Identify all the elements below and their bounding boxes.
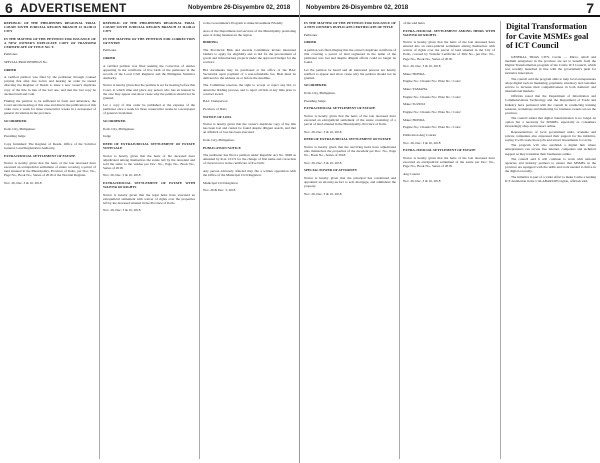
paragraph: PUBLICATION NOTICE bbox=[203, 145, 241, 150]
page-header bbox=[0, 0, 299, 17]
paragraph: EXTRA-JUDICIAL SETTLEMENT OF ESTATE bbox=[403, 148, 476, 153]
paragraph: Engine No.: Chassis No.: Plate No.: Color: bbox=[403, 110, 462, 114]
paragraph: The initiative is part of a wider effort to make Cavite a leading ICT destination in the CALABARZON region, officials said. bbox=[505, 174, 596, 183]
paragraph: The petitioner has filed a petition under Republic Act No. 9048 as amended by R.A. 10172 for the change of first name and correction of clerical error in the certificate of live birth. bbox=[203, 153, 296, 166]
paragraph: A petition was filed alleging that the owner's duplicate certificate of title covering a parcel of land registered in the name of the petitioner was lost and despite diligent efforts could no longer be found. bbox=[304, 47, 396, 65]
page-number: 6 bbox=[5, 0, 13, 16]
page-header bbox=[300, 0, 600, 17]
paragraph: Iloilo City, Philippines. bbox=[103, 126, 135, 131]
paragraph: of the said heirs. bbox=[403, 21, 426, 25]
paragraph: Presiding Judge bbox=[304, 98, 326, 103]
paragraph: SPECIAL POWER OF ATTORNEY bbox=[304, 168, 358, 173]
paragraph: Notice is hereby given that the heirs of the late deceased have executed an extrajudicial settlement of the estate consisting of a parcel of land situated in the Municipality, Province of Iloilo. bbox=[304, 114, 396, 127]
paragraph: NOTICE OF LOSS bbox=[203, 114, 232, 119]
paragraph: Let the petition be heard and all interested persons are hereby notified to appear and show cause why the petition should not be granted. bbox=[304, 67, 396, 80]
paragraph: Officials noted that the Department of Information and Communications Technology and the Department of Trade and Industry have partnered with the council in conducting training sessions, workshops and mentoring for business owners across the province. bbox=[505, 94, 596, 115]
paragraph: Nov. 26, Dec. 3 & 10, 2018 bbox=[304, 160, 342, 165]
column-divider bbox=[399, 21, 400, 459]
paragraph: Engine No.: Chassis No.: Plate No.: Color: bbox=[403, 125, 462, 130]
notice-column-1 bbox=[304, 21, 396, 459]
paragraph: The program will also establish a digital hub where entrepreneurs can access free internet, computers and technical support as they transition their businesses online. bbox=[505, 143, 596, 156]
paragraph: BAC Chairperson bbox=[203, 99, 228, 104]
notice-column-2 bbox=[103, 21, 195, 459]
paragraph: Iloilo City, Philippines. bbox=[304, 91, 336, 96]
paragraph: Notice is hereby given that the petition is set for hearing before this Court, at which time and place any person who has an interest in the case may appear and show cause why the petition should not be granted. bbox=[103, 83, 195, 100]
paragraph: SO ORDERED. bbox=[4, 119, 28, 123]
paragraph: Ang Courier bbox=[403, 171, 421, 176]
paragraph: IN THE MATTER OF THE PETITION FOR ISSUANCE OF A NEW OWNER'S DUPLICATE COPY OF TRANSFER CERTIFICATE OF TITLE NO. T- bbox=[4, 36, 96, 49]
section-title: ADVERTISEMENT bbox=[20, 1, 127, 15]
paragraph: to the Government's Program to make Investment Friendly bbox=[203, 21, 283, 25]
paragraph: Notice is hereby given that the surviving heirs have adjudicated unto themselves the properties of the decedent per Doc. No., Page No., Book No., Series of 2018. bbox=[304, 145, 396, 158]
issue-date: Nobyembre 26-Disyembre 02, 2018 bbox=[188, 4, 291, 11]
paragraph: IN THE MATTER OF THE PETITION FOR ISSUANCE OF A NEW OWNER'S DUPLICATE CERTIFICATE OF TITLE bbox=[304, 21, 396, 30]
paragraph: The council added that digital transformation is no longer an option but a necessity for MSMEs, especially as consumers increasingly shop and transact online. bbox=[505, 116, 596, 129]
paragraph: Make: HONDA bbox=[403, 71, 425, 76]
paragraph: Municipal Civil Registrar bbox=[203, 180, 238, 185]
paragraph: Make: YAMAHA bbox=[403, 87, 428, 92]
paragraph: Area of the Department and services of the Municipality promoting ease of doing business in the region. bbox=[203, 28, 296, 37]
paragraph: Presiding Judge bbox=[4, 134, 26, 139]
paragraph: Publication Ang Courier bbox=[403, 132, 437, 137]
paragraph: Iloilo City, Philippines. bbox=[203, 137, 235, 142]
paragraph: Engine No.: Chassis No.: Plate No.: Color: bbox=[403, 94, 462, 99]
paragraph: Any person adversely affected may file a written opposition with the Office of the Municipal Civil Registrar. bbox=[203, 168, 296, 177]
paragraph: Notice is hereby given that the heirs of the deceased have adjudicated among themselves the estate left by the decedent and sold the same to the vendee per Doc. No., Page No., Book No., Series of 2018. bbox=[103, 153, 195, 170]
paragraph: EXTRAJUDICIAL SETTLEMENT OF ESTATE bbox=[4, 153, 76, 158]
article-body bbox=[505, 55, 596, 459]
paragraph: Nov. 26, Dec. 3 & 10, 2018 bbox=[103, 173, 141, 178]
column-divider bbox=[500, 21, 501, 459]
paragraph: SO ORDERED. bbox=[304, 83, 328, 88]
page-number: 7 bbox=[586, 0, 594, 16]
paragraph: Nov. 26, Dec. 3 & 10, 2018 bbox=[4, 181, 42, 186]
paragraph: Make: HONDA bbox=[403, 117, 425, 122]
paragraph: Nov. 26, Dec. 3 & 10, 2018 bbox=[403, 140, 441, 145]
paragraph: The council said it will continue to work with national agencies and industry partners to ensure that MSMEs in the province are equipped with the skills and tools needed to thrive in the digital economy. bbox=[505, 157, 596, 174]
paragraph: REPUBLIC OF THE PHILIPPINES REGIONAL TRIAL COURT SIXTH JUDICIAL REGION BRANCH 33 ILOILO CITY bbox=[103, 21, 195, 34]
paragraph: Finding the petition to be sufficient in form and substance, the Court sets the hearing of this case and directs the publication of this order once a week for three consecutive weeks in a newspaper of general circulation in the province. bbox=[4, 99, 96, 116]
paragraph: Copy furnished: The Register of Deeds, Office of the Solicitor General, Land Registration Authority. bbox=[4, 141, 96, 150]
paragraph: Bid documents may be purchased at the office of the BAC Secretariat upon payment of a non-refundable fee. Bids must be delivered to the address on or before the deadline. bbox=[203, 67, 296, 80]
paragraph: Iloilo City, Philippines. bbox=[4, 126, 36, 131]
paragraph: ORDER bbox=[304, 40, 317, 45]
paragraph: Province of Iloilo bbox=[203, 106, 227, 111]
paragraph: Make: SUZUKI bbox=[403, 102, 425, 107]
paragraph: BIDDING bbox=[203, 40, 218, 45]
notice-column-3 bbox=[203, 21, 296, 459]
paragraph: DEED OF EXTRAJUDICIAL SETTLEMENT OF ESTATE bbox=[304, 137, 392, 142]
paragraph: The council said the program aims to help local entrepreneurs adopt digital tools in marketing, payments, inventory and customer service to increase their competitiveness in both domestic and international markets. bbox=[505, 76, 596, 93]
paragraph: Nov. 26, Dec. 3 & 10, 2018 bbox=[103, 208, 141, 213]
paragraph: Judge bbox=[103, 134, 111, 139]
paragraph: Petitioner. bbox=[4, 52, 18, 57]
paragraph: Nov. 26, Dec. 3 & 10, 2018 bbox=[304, 191, 342, 196]
paragraph: The Committee reserves the right to accept or reject any bid, to annul the bidding process, and to reject all bids at any time prior to contract award. bbox=[203, 83, 296, 96]
paragraph: Notice is hereby given that the heirs of the late deceased have executed an extrajudicial settlement of estate covering a parcel of land situated in the Municipality, Province of Iloilo, per Doc. No., Page No., Book No., Series of 2018 of the Notarial Register. bbox=[4, 161, 96, 178]
paragraph: A verified petition was filed seeking the correction of entries appearing in the certificate of live birth of the petitioner in the records of the Local Civil Registrar and the Philippine Statistics Authority. bbox=[103, 63, 195, 80]
paragraph: Notice is hereby given that the heirs of the late deceased have entered into an extra-judicial settlement among themselves with waiver of rights over the parcel of land situated in the City of Iloilo, covered by Transfer Certificate of Title No., per Doc. No., Page No., Book No., Series of 2018. bbox=[403, 40, 495, 61]
paragraph: Nov. 26, Dec. 3 & 10, 2018 bbox=[304, 129, 342, 134]
paragraph: EXTRAJUDICIAL SETTLEMENT OF ESTATE WITH WAIVER OF RIGHTS bbox=[103, 181, 195, 190]
paragraph: Nov. 26, Dec. 3 & 10, 2018 bbox=[403, 179, 441, 184]
paragraph: ORDER bbox=[103, 56, 116, 61]
paragraph: A verified petition was filed by the petitioner through counsel praying that after due notice and hearing an order be issued directing the Register of Deeds to issue a new owner's duplicate copy of the title in lieu of the lost one, and that the lost copy be declared null and void. bbox=[4, 75, 96, 96]
paragraph: IN THE MATTER OF THE PETITION FOR CORRECTION OF ENTRY bbox=[103, 36, 195, 45]
paragraph: Notice is hereby given that the principal has constituted and appointed an attorney-in-fact to sell, mortgage, and administer the property. bbox=[304, 176, 396, 189]
paragraph: Petitioner. bbox=[304, 32, 318, 37]
paragraph: The Provincial Bids and Awards Committee invites interested bidders to apply for eligibility and to bid for the procurement of goods and infrastructure projects under the approved budget for the contract. bbox=[203, 47, 296, 65]
notice-column-2 bbox=[403, 21, 495, 459]
paragraph: GENERAL TRIAS CITY, Cavite — Micro, small and medium enterprises in the province are set to benefit from the Digital Transformation program of the Cavite ICT Council, which was recently launched in line with the government's push for inclusive innovation. bbox=[505, 55, 596, 76]
paragraph: Engine No.: Chassis No.: Plate No.: Color: bbox=[403, 79, 462, 84]
right-page bbox=[300, 0, 600, 463]
paragraph: Nov. 26 & Dec. 3, 2018 bbox=[203, 188, 236, 193]
column-divider bbox=[99, 21, 100, 459]
paragraph: Nov. 26, Dec. 3 & 10, 2018 bbox=[403, 64, 441, 69]
paragraph: Petitioner. bbox=[103, 48, 117, 53]
paragraph: Representatives of local government units, academe and private companies also expressed their support for the initiative, saying it will create more jobs and attract investments to Cavite. bbox=[505, 129, 596, 142]
paragraph: EXTRAJUDICIAL SETTLEMENT OF ESTATE bbox=[304, 106, 376, 111]
paragraph: REPUBLIC OF THE PHILIPPINES REGIONAL TRIAL COURT SIXTH JUDICIAL REGION BRANCH 22 ILOILO CITY bbox=[4, 21, 96, 34]
paragraph: SPECIAL PROCEEDINGS No. bbox=[4, 60, 48, 65]
paragraph: Notice is hereby given that the heirs of the late deceased have executed an extrajudicial settlement of the estate per Doc. No., Page No., Book No., Series of 2018. bbox=[403, 155, 495, 168]
paragraph: Notice is hereby given that the owner's duplicate copy of the title has been lost and cannot be found despite diligent search, and that an affidavit of loss has been executed. bbox=[203, 122, 296, 135]
notice-column-1 bbox=[4, 21, 96, 459]
paragraph: ORDER bbox=[4, 67, 17, 72]
paragraph: EXTRA-JUDICIAL SETTLEMENT AMONG HEIRS WITH WAIVER OF RIGHTS bbox=[403, 28, 495, 37]
paragraph: DEED OF EXTRAJUDICIAL SETTLEMENT OF ESTATE WITH SALE bbox=[103, 141, 195, 150]
paragraph: Let a copy of this order be published at the expense of the petitioner once a week for three consecutive weeks in a newspaper of general circulation. bbox=[103, 103, 195, 116]
issue-date: Nobyembre 26-Disyembre 02, 2018 bbox=[306, 4, 409, 11]
paragraph: SO ORDERED. bbox=[103, 119, 127, 123]
paragraph: Notice is hereby given that the legal heirs have executed an extrajudicial settlement with waiver of rights over the properties left by the deceased situated in the Province of Iloilo. bbox=[103, 192, 195, 205]
article-headline: Digital Transformation for Cavite MSMEs goal of ICT Council bbox=[506, 22, 589, 51]
column-divider bbox=[199, 21, 200, 459]
